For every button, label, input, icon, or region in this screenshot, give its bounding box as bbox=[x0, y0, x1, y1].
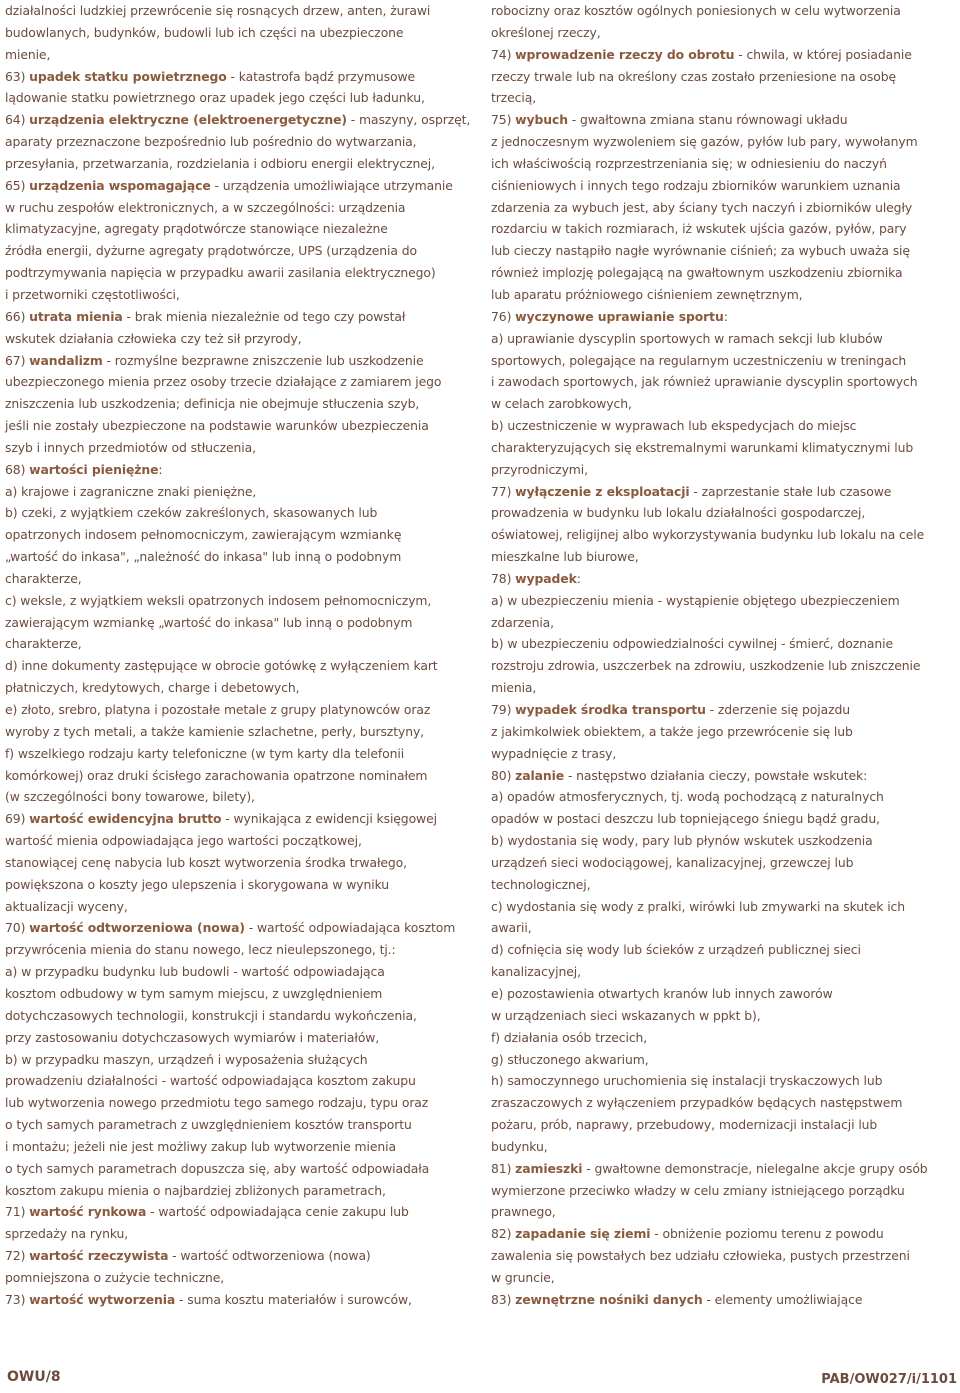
text-line bbox=[5, 677, 477, 699]
line-text: - wartość odpowiadająca kosztom bbox=[244, 920, 456, 936]
item-number: 79) bbox=[491, 702, 516, 717]
text-line bbox=[491, 1136, 957, 1158]
text-line bbox=[5, 1005, 477, 1027]
defined-term: wyłączenie z eksploatacji bbox=[515, 483, 690, 499]
line-text: określonej rzeczy, bbox=[491, 24, 601, 40]
line-text: oświatowej, religijnej albo wykorzystywania budynku lub lokalu na cele bbox=[491, 527, 925, 543]
item-number: 70) bbox=[5, 920, 30, 936]
text-line bbox=[5, 109, 477, 131]
line-text: przyrodniczymi, bbox=[491, 461, 588, 477]
defined-term: wartość rzeczywista bbox=[29, 1248, 169, 1264]
text-line bbox=[491, 612, 957, 634]
text-line bbox=[491, 830, 957, 852]
line-text: lub aparatu próżniowego ciśnieniem zewnętrznym, bbox=[491, 286, 803, 302]
line-text: - suma kosztu materiałów i surowców, bbox=[175, 1291, 412, 1307]
defined-term: zewnętrzne nośniki danych bbox=[515, 1291, 703, 1307]
item-number: 83) bbox=[491, 1291, 516, 1307]
line-text: powiększona o koszty jego ulepszenia i skorygowana w wyniku bbox=[5, 876, 390, 892]
defined-term: utrata mienia bbox=[29, 308, 123, 324]
line-text: robocizny oraz kosztów ogólnych poniesionych w celu wytworzenia bbox=[491, 3, 901, 18]
item-number: 77) bbox=[491, 483, 516, 499]
line-text: przesyłania, przetwarzania, rozdzielania i odbioru energii elektrycznej, bbox=[5, 155, 435, 171]
text-line bbox=[5, 830, 477, 852]
item-number: 82) bbox=[491, 1226, 516, 1242]
line-text: - wartość odtworzeniowa (nowa) bbox=[168, 1248, 371, 1264]
text-line bbox=[5, 1201, 477, 1223]
text-line bbox=[5, 1092, 477, 1114]
text-line bbox=[5, 939, 477, 961]
line-text: wartość mienia odpowiadająca jego wartości początkowej, bbox=[5, 833, 362, 849]
defined-term: zalanie bbox=[515, 767, 565, 783]
line-text: o tych samych parametrach z uwzględnieniem kosztów transportu bbox=[5, 1117, 412, 1133]
text-line bbox=[5, 1289, 477, 1311]
defined-term: wypadek środka transportu bbox=[515, 702, 706, 717]
text-line bbox=[491, 459, 957, 481]
item-number: 81) bbox=[491, 1160, 516, 1176]
line-text: i przetworniki częstotliwości, bbox=[5, 286, 180, 302]
line-text: - rozmyślne bezprawne zniszczenie lub uszkodzenie bbox=[102, 352, 424, 368]
line-text: d) inne dokumenty zastępujące w obrocie gotówkę z wyłączeniem kart bbox=[5, 658, 438, 674]
text-line bbox=[5, 262, 477, 284]
line-text: pomniejszona o zużycie techniczne, bbox=[5, 1269, 225, 1285]
text-line bbox=[491, 262, 957, 284]
line-text: c) wydostania się wody z pralki, wirówki lub zmywarki na skutek ich bbox=[491, 898, 906, 914]
text-line bbox=[491, 524, 957, 546]
text-line bbox=[491, 633, 957, 655]
defined-term: wyczynowe uprawianie sportu bbox=[515, 308, 724, 324]
line-text: charakterze, bbox=[5, 636, 82, 652]
line-text: h) samoczynnego uruchomienia się instalacji tryskaczowych lub bbox=[491, 1073, 883, 1089]
text-line bbox=[491, 721, 957, 743]
line-text: w ruchu zespołów elektronicznych, a w szczególności: urządzenia bbox=[5, 199, 406, 215]
line-text: a) krajowe i zagraniczne znaki pieniężne, bbox=[5, 483, 257, 499]
line-text: z jakimkolwiek obiektem, a także jego przewrócenie się lub bbox=[491, 723, 853, 739]
line-text: rozdarciu w takich rozmiarach, iż wskutek ujścia gazów, pyłów, pary bbox=[491, 221, 907, 237]
text-line bbox=[491, 109, 957, 131]
line-text: o tych samych parametrach dopuszcza się, aby wartość odpowiadała bbox=[5, 1160, 430, 1176]
defined-term: wartość odtworzeniowa (nowa) bbox=[29, 920, 245, 936]
text-line bbox=[5, 633, 477, 655]
defined-term: wypadek bbox=[515, 570, 577, 586]
line-text: - chwila, w której posiadanie bbox=[734, 46, 912, 62]
text-line bbox=[491, 350, 957, 372]
text-line bbox=[491, 808, 957, 830]
line-text: b) wydostania się wody, pary lub płynów wskutek uszkodzenia bbox=[491, 833, 873, 849]
line-text: komórkowej) oraz druki ścisłego zarachowania opatrzone nominałem bbox=[5, 767, 428, 783]
text-line bbox=[5, 1136, 477, 1158]
text-line bbox=[5, 765, 477, 787]
line-text: (w szczególności bony towarowe, bilety), bbox=[5, 789, 255, 805]
line-text: prowadzeniu działalności - wartość odpowiadająca kosztom zakupu bbox=[5, 1073, 416, 1089]
text-line bbox=[491, 175, 957, 197]
line-text: przywrócenia mienia do stanu nowego, lecz nieulepszonego, tj.: bbox=[5, 942, 396, 958]
line-text: dotychczasowych technologii, konstrukcji i standardu wykończenia, bbox=[5, 1007, 417, 1023]
text-line bbox=[491, 371, 957, 393]
line-text: w celach zarobkowych, bbox=[491, 396, 632, 412]
line-text: budynku, bbox=[491, 1138, 548, 1154]
line-text: kosztom zakupu mienia o najbardziej zbliżonych parametrach, bbox=[5, 1182, 386, 1198]
item-number: 68) bbox=[5, 461, 30, 477]
text-line bbox=[5, 1245, 477, 1267]
text-line bbox=[5, 874, 477, 896]
line-text: f) wszelkiego rodzaju karty telefoniczne (w tym karty dla telefonii bbox=[5, 745, 405, 761]
text-line bbox=[491, 131, 957, 153]
line-text: i montażu; jeżeli nie jest możliwy zakup lub wytworzenie mienia bbox=[5, 1138, 396, 1154]
line-text: podtrzymywania napięcia w przypadku awarii zasilania elektrycznego) bbox=[5, 265, 436, 281]
text-line bbox=[491, 87, 957, 109]
line-text: - zderzenie się pojazdu bbox=[705, 702, 851, 717]
defined-term: urządzenia elektryczne (elektroenergetyczne) bbox=[29, 112, 347, 128]
line-text: technologicznej, bbox=[491, 876, 591, 892]
text-line bbox=[491, 917, 957, 939]
item-number: 67) bbox=[5, 352, 30, 368]
text-line bbox=[5, 852, 477, 874]
line-text: ciśnieniowych i innych tego rodzaju zbiorników warunkiem uznania bbox=[491, 177, 901, 193]
line-text: b) czeki, z wyjątkiem czeków zakreślonych, skasowanych lub bbox=[5, 505, 378, 521]
document-code: PAB/OW027/i/1101 bbox=[821, 1372, 957, 1387]
line-text: c) weksle, z wyjątkiem weksli opatrzonych indosem pełnomocniczym, bbox=[5, 592, 432, 608]
line-text: - zaprzestanie stałe lub czasowe bbox=[689, 483, 892, 499]
line-text: - wynikająca z ewidencji księgowej bbox=[221, 811, 437, 827]
text-line bbox=[491, 44, 957, 66]
text-line bbox=[5, 1158, 477, 1180]
text-line bbox=[491, 1201, 957, 1223]
text-line bbox=[5, 153, 477, 175]
line-text: charakterze, bbox=[5, 570, 82, 586]
text-line bbox=[491, 1027, 957, 1049]
line-text: wskutek działania człowieka czy też sił przyrody, bbox=[5, 330, 302, 346]
text-line bbox=[5, 197, 477, 219]
item-number: 75) bbox=[491, 112, 516, 128]
text-line bbox=[5, 1223, 477, 1245]
line-text: i zawodach sportowych, jak również uprawianie dyscyplin sportowych bbox=[491, 374, 918, 390]
text-line bbox=[491, 306, 957, 328]
text-line bbox=[5, 44, 477, 66]
text-line bbox=[491, 218, 957, 240]
item-number: 73) bbox=[5, 1291, 30, 1307]
text-line bbox=[491, 66, 957, 88]
line-text: g) stłuczonego akwarium, bbox=[491, 1051, 649, 1067]
line-text: opadów w postaci deszczu lub topniejącego śniegu bądź gradu, bbox=[491, 811, 880, 827]
text-line bbox=[5, 961, 477, 983]
item-number: 69) bbox=[5, 811, 30, 827]
line-text: rozstroju zdrowia, uszczerbek na zdrowiu, uszkodzenie lub zniszczenie bbox=[491, 658, 921, 674]
line-text: aparaty przeznaczone bezpośrednio lub pośrednio do wytwarzania, bbox=[5, 134, 417, 150]
defined-term: wartość wytworzenia bbox=[29, 1291, 176, 1307]
defined-term: wartość rynkowa bbox=[29, 1204, 147, 1220]
line-text: stanowiącej cenę nabycia lub koszt wytworzenia środka trwałego, bbox=[5, 854, 407, 870]
defined-term: wprowadzenie rzeczy do obrotu bbox=[515, 46, 735, 62]
text-line bbox=[491, 1005, 957, 1027]
line-text: - maszyny, osprzęt, bbox=[346, 112, 471, 128]
item-number: 66) bbox=[5, 308, 30, 324]
text-line bbox=[491, 874, 957, 896]
text-line bbox=[491, 22, 957, 44]
line-text: mienie, bbox=[5, 46, 51, 62]
text-line bbox=[491, 240, 957, 262]
text-line bbox=[491, 197, 957, 219]
defined-term: wandalizm bbox=[29, 352, 103, 368]
line-text: również implozję polegającą na gwałtownym uszkodzeniu zbiornika bbox=[491, 265, 903, 281]
text-line bbox=[5, 218, 477, 240]
line-text: zraszaczowych z wyłączeniem przypadków będących następstwem bbox=[491, 1095, 903, 1111]
text-line bbox=[5, 175, 477, 197]
line-text: - urządzenia umożliwiające utrzymanie bbox=[210, 177, 453, 193]
text-line bbox=[5, 284, 477, 306]
text-line bbox=[5, 612, 477, 634]
text-line bbox=[491, 983, 957, 1005]
text-line bbox=[491, 284, 957, 306]
line-text: : bbox=[576, 570, 581, 586]
line-text: wyroby z tych metali, a także kamienie szlachetne, perły, bursztyny, bbox=[5, 723, 425, 739]
defined-term: zamieszki bbox=[515, 1160, 583, 1176]
text-line bbox=[5, 437, 477, 459]
line-text: sportowych, polegające na regularnym uczestniczeniu w treningach bbox=[491, 352, 907, 368]
text-line bbox=[491, 437, 957, 459]
line-text: urządzeń sieci wodociągowej, kanalizacyjnej, grzewczej lub bbox=[491, 854, 854, 870]
line-text: b) w przypadku maszyn, urządzeń i wyposażenia służących bbox=[5, 1051, 368, 1067]
defined-term: urządzenia wspomagające bbox=[29, 177, 211, 193]
line-text: lub cieczy nastąpiło nagłe wyrównanie ciśnień; za wybuch uważa się bbox=[491, 243, 910, 259]
item-number: 63) bbox=[5, 68, 30, 84]
text-line bbox=[5, 896, 477, 918]
text-line bbox=[491, 1267, 957, 1289]
line-text: charakteryzujących się ekstremalnymi warunkami klimatycznymi lub bbox=[491, 439, 914, 455]
text-line bbox=[5, 786, 477, 808]
line-text: kanalizacyjnej, bbox=[491, 964, 581, 980]
text-line bbox=[5, 415, 477, 437]
text-line bbox=[491, 1223, 957, 1245]
line-text: lądowanie statku powietrznego oraz upadek jego części lub ładunku, bbox=[5, 90, 425, 106]
line-text: działalności ludzkiej przewrócenie się rosnących drzew, anten, żurawi bbox=[5, 3, 431, 18]
line-text: : bbox=[158, 461, 163, 477]
text-line bbox=[5, 983, 477, 1005]
line-text: „wartość do inkasa", „należność do inkasa" lub inną o podobnym bbox=[5, 549, 402, 565]
item-number: 71) bbox=[5, 1204, 30, 1220]
text-line bbox=[5, 1267, 477, 1289]
line-text: zdarzenia za wybuch jest, aby ściany tych naczyń i zbiorników uległy bbox=[491, 199, 913, 215]
line-text: wypadnięcie z trasy, bbox=[491, 745, 617, 761]
text-line bbox=[5, 371, 477, 393]
line-text: kosztom odbudowy w tym samym miejscu, z uwzględnieniem bbox=[5, 985, 383, 1001]
line-text: - brak mienia niezależnie od tego czy powstał bbox=[122, 308, 406, 324]
line-text: zniszczenia lub uszkodzenia; definicja nie obejmuje stłuczenia szyb, bbox=[5, 396, 420, 412]
text-line bbox=[5, 917, 477, 939]
text-line bbox=[5, 721, 477, 743]
text-line bbox=[491, 655, 957, 677]
text-line bbox=[5, 393, 477, 415]
line-text: a) opadów atmosferycznych, tj. wodą pochodzącą z naturalnych bbox=[491, 789, 884, 805]
line-text: z jednoczesnym wyzwoleniem się gazów, pyłów lub pary, wywołanym bbox=[491, 134, 918, 150]
line-text: - gwałtowne demonstracje, nielegalne akcje grupy osób bbox=[582, 1160, 928, 1176]
line-text: rzeczy trwale lub na określony czas zostało przeniesione na osobę bbox=[491, 68, 897, 84]
line-text: zdarzenia, bbox=[491, 614, 555, 630]
line-text: a) uprawianie dyscyplin sportowych w ramach sekcji lub klubów bbox=[491, 330, 883, 346]
text-line bbox=[491, 677, 957, 699]
item-number: 64) bbox=[5, 112, 30, 128]
text-line bbox=[491, 328, 957, 350]
text-line bbox=[491, 939, 957, 961]
text-line bbox=[491, 481, 957, 503]
line-text: zawierającym wzmiankę „wartość do inkasa" lub inną o podobnym bbox=[5, 614, 413, 630]
line-text: d) cofnięcia się wody lub ścieków z urządzeń publicznej sieci bbox=[491, 942, 861, 958]
item-number: 65) bbox=[5, 177, 30, 193]
line-text: - katastrofa bądź przymusowe bbox=[226, 68, 416, 84]
text-line bbox=[491, 590, 957, 612]
line-text: klimatyzacyjne, agregaty prądotwórcze stanowiące niezależne bbox=[5, 221, 388, 237]
text-line bbox=[491, 765, 957, 787]
defined-term: wybuch bbox=[515, 112, 568, 128]
text-line bbox=[5, 1027, 477, 1049]
text-line bbox=[5, 350, 477, 372]
text-line bbox=[5, 699, 477, 721]
line-text: ich właściwością rozprzestrzeniania się; w odniesieniu do naczyń bbox=[491, 155, 887, 171]
text-line bbox=[491, 415, 957, 437]
line-text: a) w przypadku budynku lub budowli - wartość odpowiadająca bbox=[5, 964, 385, 980]
text-line bbox=[5, 1180, 477, 1202]
text-line bbox=[491, 961, 957, 983]
line-text: : bbox=[723, 308, 728, 324]
text-line bbox=[491, 1049, 957, 1071]
text-line bbox=[5, 568, 477, 590]
text-line bbox=[5, 240, 477, 262]
item-number: 72) bbox=[5, 1248, 30, 1264]
defined-term: wartości pieniężne bbox=[29, 461, 159, 477]
text-line bbox=[5, 459, 477, 481]
line-text: b) w ubezpieczeniu odpowiedzialności cywilnej - śmierć, doznanie bbox=[491, 636, 893, 652]
line-text: przy zastosowaniu dotychczasowych wymiarów i materiałów, bbox=[5, 1029, 380, 1045]
line-text: pożaru, prób, naprawy, przebudowy, modernizacji instalacji lub bbox=[491, 1117, 878, 1133]
line-text: prowadzenia w budynku lub lokalu działalności gospodarczej, bbox=[491, 505, 866, 521]
text-line bbox=[491, 568, 957, 590]
line-text: aktualizacji wyceny, bbox=[5, 898, 128, 914]
right-column bbox=[491, 0, 957, 1311]
text-line bbox=[491, 0, 957, 22]
line-text: sprzedaży na rynku, bbox=[5, 1226, 129, 1242]
text-line bbox=[5, 655, 477, 677]
defined-term: zapadanie się ziemi bbox=[515, 1226, 651, 1242]
line-text: - elementy umożliwiające bbox=[702, 1291, 863, 1307]
text-line bbox=[491, 1070, 957, 1092]
text-line bbox=[491, 153, 957, 175]
text-line bbox=[5, 590, 477, 612]
text-line bbox=[5, 546, 477, 568]
text-line bbox=[491, 699, 957, 721]
line-text: źródła energii, dyżurne agregaty prądotwórcze, UPS (urządzenia do bbox=[5, 243, 417, 259]
line-text: szyb i innych przedmiotów od stłuczenia, bbox=[5, 439, 256, 455]
item-number: 76) bbox=[491, 308, 516, 324]
left-column bbox=[5, 0, 477, 1311]
line-text: opatrzonych indosem pełnomocniczym, zawierającym wzmiankę bbox=[5, 527, 402, 543]
line-text: mieszkalne lub biurowe, bbox=[491, 549, 639, 565]
page-number: OWU/8 bbox=[7, 1369, 61, 1385]
item-number: 80) bbox=[491, 767, 516, 783]
text-line bbox=[491, 852, 957, 874]
text-line bbox=[5, 131, 477, 153]
text-line bbox=[491, 743, 957, 765]
item-number: 74) bbox=[491, 46, 516, 62]
text-line bbox=[5, 66, 477, 88]
line-text: - gwałtowna zmiana stanu równowagi układu bbox=[567, 112, 848, 128]
line-text: zawalenia się powstałych bez udziału człowieka, pustych przestrzeni bbox=[491, 1248, 910, 1264]
line-text: a) w ubezpieczeniu mienia - wystąpienie objętego ubezpieczeniem bbox=[491, 592, 900, 608]
line-text: - obniżenie poziomu terenu z powodu bbox=[650, 1226, 884, 1242]
text-line bbox=[491, 393, 957, 415]
text-line bbox=[491, 1180, 957, 1202]
line-text: prawnego, bbox=[491, 1204, 556, 1220]
text-line bbox=[5, 502, 477, 524]
text-line bbox=[491, 546, 957, 568]
text-line bbox=[5, 0, 477, 22]
text-line bbox=[5, 524, 477, 546]
line-text: w urządzeniach sieci wskazanych w ppkt b), bbox=[491, 1007, 761, 1023]
line-text: f) działania osób trzecich, bbox=[491, 1029, 648, 1045]
line-text: awarii, bbox=[491, 920, 532, 936]
line-text: mienia, bbox=[491, 680, 537, 696]
text-line bbox=[5, 1070, 477, 1092]
text-line bbox=[491, 1092, 957, 1114]
text-line bbox=[491, 896, 957, 918]
line-text: b) uczestniczenie w wyprawach lub ekspedycjach do miejsc bbox=[491, 418, 857, 434]
line-text: budowlanych, budynków, budowli lub ich części na ubezpieczone bbox=[5, 24, 404, 40]
defined-term: wartość ewidencyjna brutto bbox=[29, 811, 222, 827]
line-text: wymierzone przeciwko władzy w celu zmiany istniejącego porządku bbox=[491, 1182, 905, 1198]
text-line bbox=[5, 1114, 477, 1136]
text-line bbox=[5, 1049, 477, 1071]
line-text: ubezpieczonego mienia przez osoby trzecie działające z zamiarem jego bbox=[5, 374, 442, 390]
line-text: lub wytworzenia nowego przedmiotu tego samego rodzaju, typu oraz bbox=[5, 1095, 429, 1111]
line-text: w gruncie, bbox=[491, 1269, 555, 1285]
line-text: e) złoto, srebro, platyna i pozostałe metale z grupy platynowców oraz bbox=[5, 702, 431, 717]
text-line bbox=[491, 1289, 957, 1311]
line-text: - następstwo działania cieczy, powstałe wskutek: bbox=[564, 767, 868, 783]
text-line bbox=[491, 1114, 957, 1136]
text-line bbox=[491, 786, 957, 808]
defined-term: upadek statku powietrznego bbox=[29, 68, 227, 84]
text-line bbox=[5, 481, 477, 503]
line-text: e) pozostawienia otwartych kranów lub innych zaworów bbox=[491, 985, 833, 1001]
item-number: 78) bbox=[491, 570, 516, 586]
text-line bbox=[491, 502, 957, 524]
line-text: jeśli nie zostały ubezpieczone na podstawie warunków ubezpieczenia bbox=[5, 418, 429, 434]
text-line bbox=[491, 1158, 957, 1180]
text-line bbox=[5, 808, 477, 830]
text-line bbox=[491, 1245, 957, 1267]
text-line bbox=[5, 328, 477, 350]
text-line bbox=[5, 743, 477, 765]
line-text: - wartość odpowiadająca cenie zakupu lub bbox=[146, 1204, 409, 1220]
text-line bbox=[5, 22, 477, 44]
line-text: trzecią, bbox=[491, 90, 537, 106]
text-line bbox=[5, 87, 477, 109]
text-line bbox=[5, 306, 477, 328]
line-text: płatniczych, kredytowych, charge i debetowych, bbox=[5, 680, 300, 696]
